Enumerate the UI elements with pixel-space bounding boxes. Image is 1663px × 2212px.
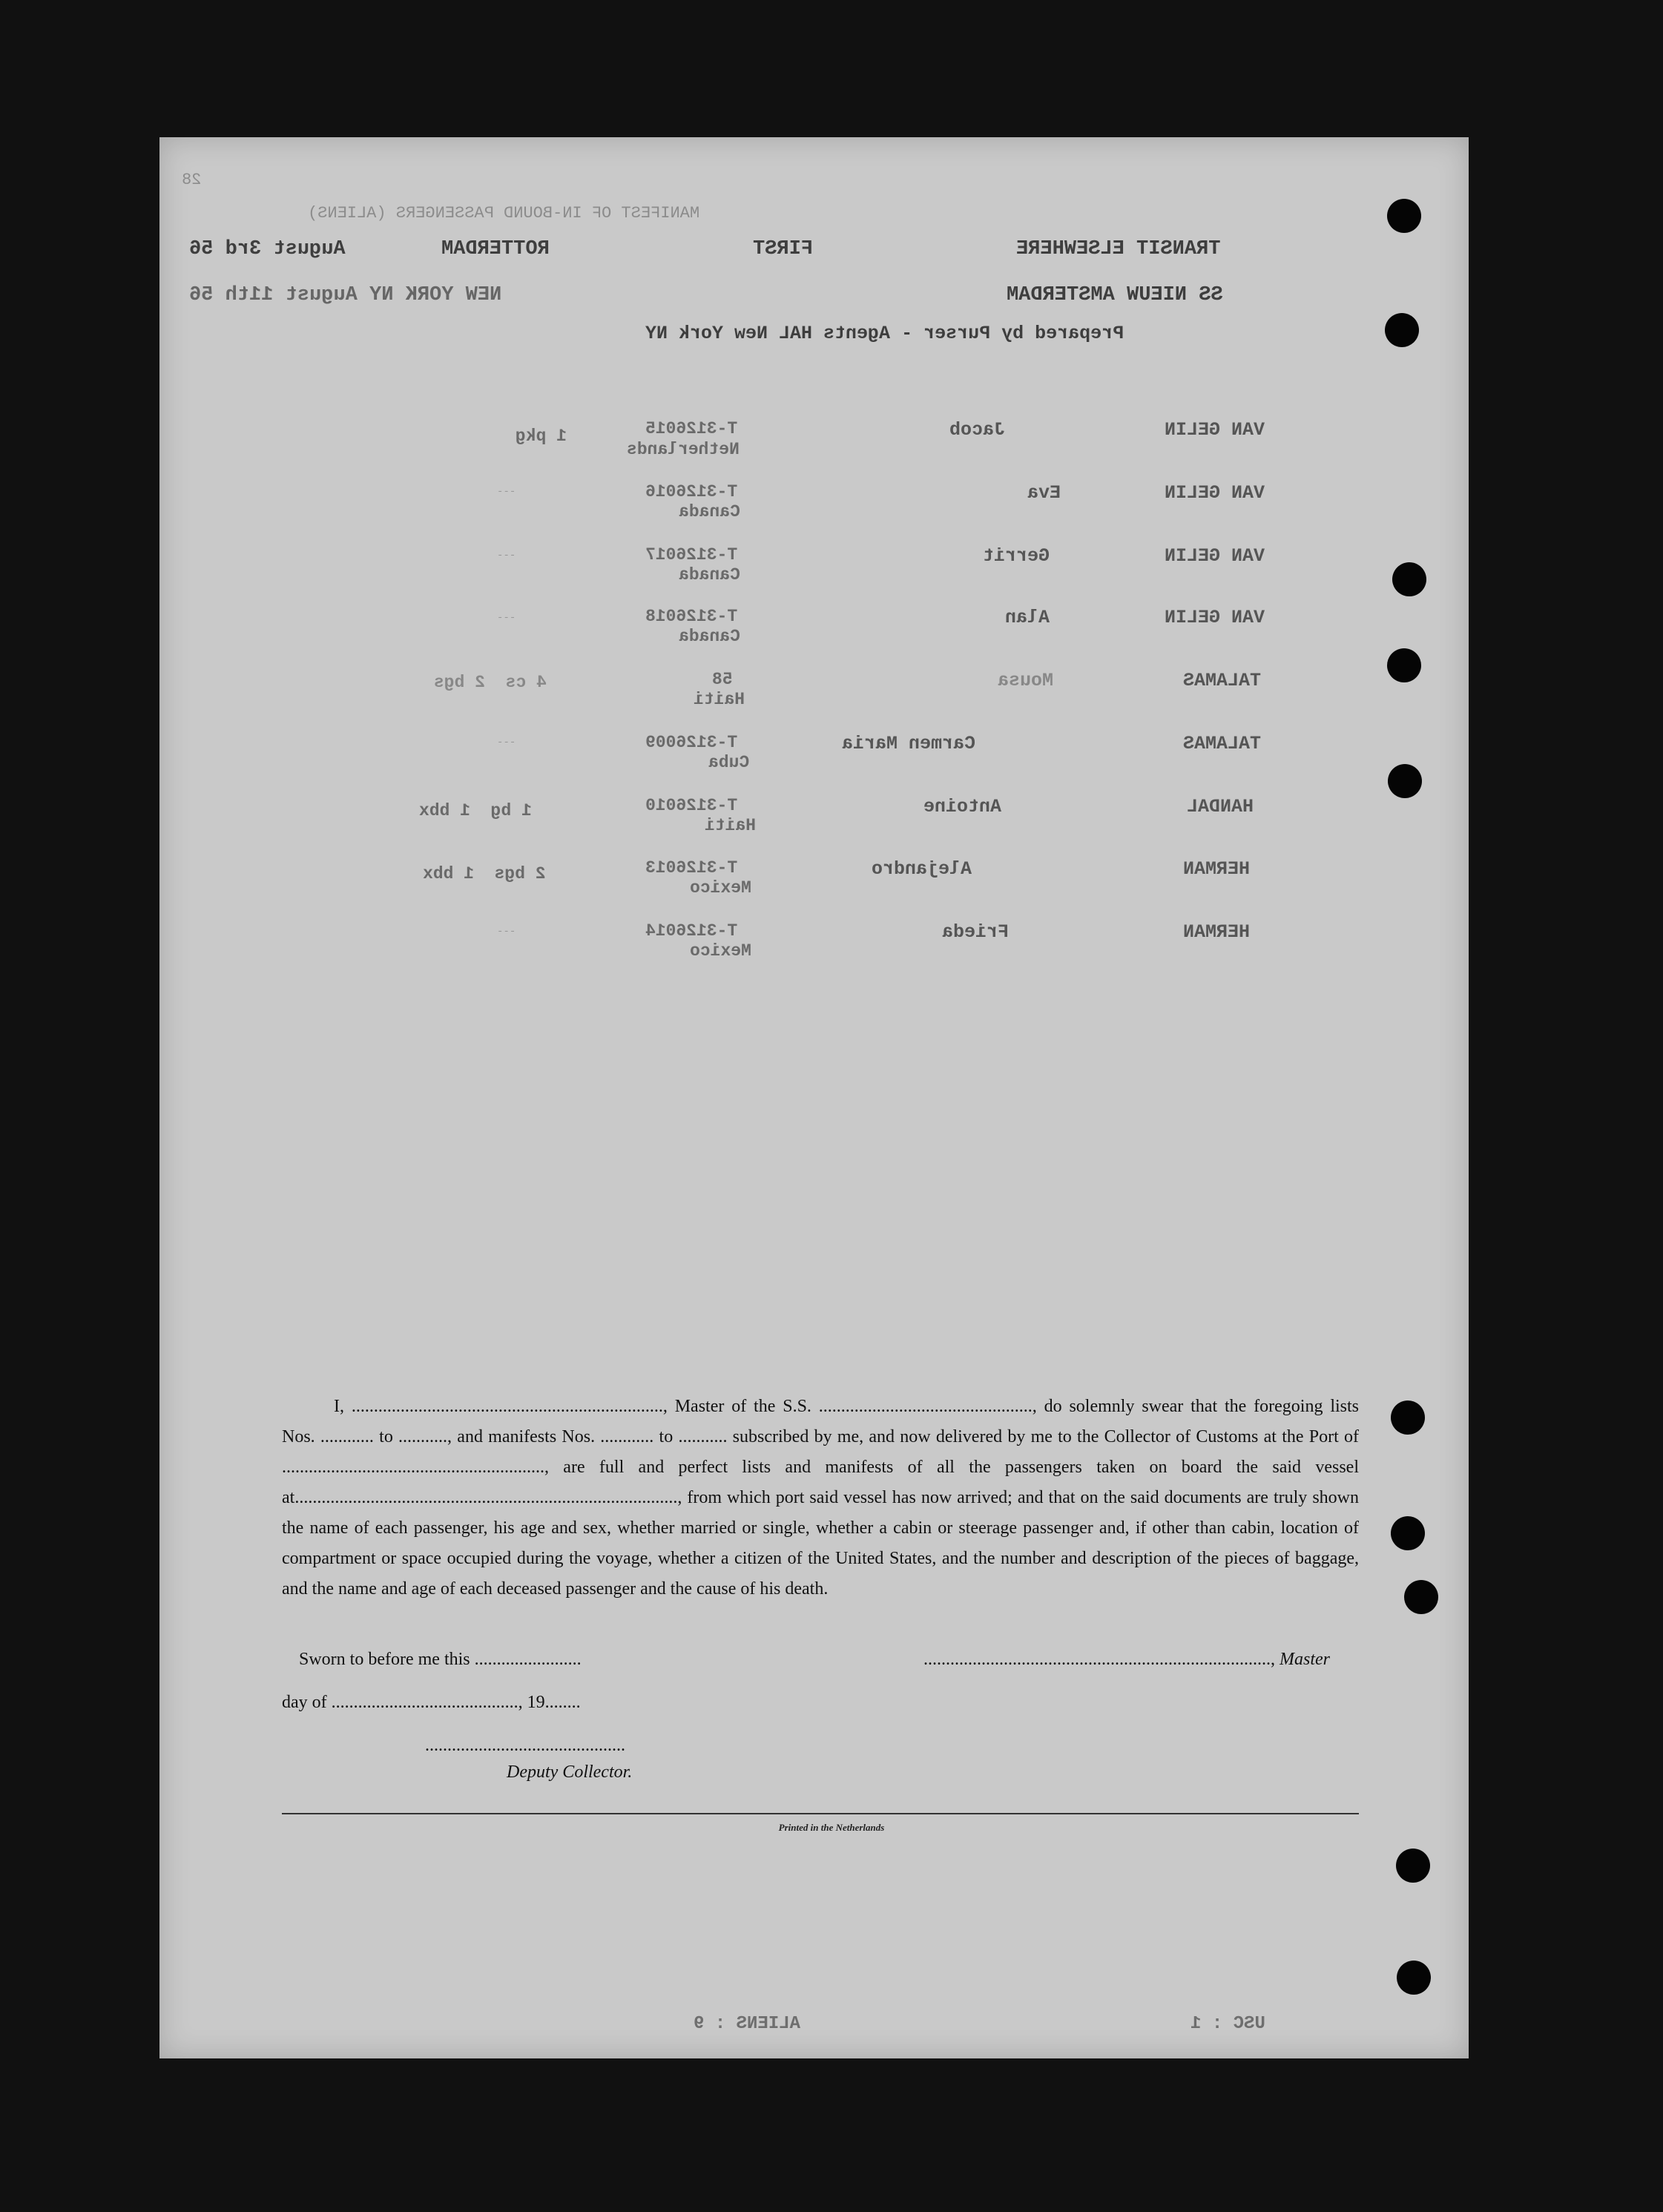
bleed-baggage: 1 pkg (516, 427, 567, 446)
bleed-number: T-3126009 (645, 733, 738, 752)
bleed-baggage: 4 cs 2 bgs (434, 673, 547, 692)
bleed-given: Gerrit (983, 545, 1050, 567)
bleed-number: T-3126015 (645, 419, 738, 438)
master-declaration (282, 1392, 1359, 1604)
bleed-prepared: Prepared by Purser - Agents HAL New York NY (645, 323, 1124, 344)
day-of-line: day of .........................................., 19........ (282, 1693, 581, 1712)
master-signature-line (923, 1650, 1330, 1670)
bleed-country: Haiti (705, 816, 757, 835)
sworn-line: Sworn to before me this ........................ (299, 1650, 582, 1669)
bleed-surname: HERMAN (1183, 921, 1251, 943)
bleed-country: Mexico (690, 878, 751, 898)
bleed-surname: VAN GELIN (1165, 545, 1265, 567)
bleed-baggage: --- (497, 737, 516, 748)
bleed-baggage: --- (497, 486, 516, 498)
bleed-ship: SS NIEUW AMSTERDAM (1007, 284, 1223, 306)
bleed-number: T-3126014 (645, 921, 738, 941)
punch-hole (1388, 764, 1422, 798)
master-label: Master (1280, 1650, 1330, 1669)
bleed-given: Antoine (923, 796, 1002, 817)
bleed-baggage: --- (497, 926, 516, 938)
bleed-number: T-3126013 (645, 858, 738, 878)
bleed-surname: TALAMAS (1183, 733, 1262, 754)
deputy-signature-line: ............................................. (425, 1736, 625, 1755)
bleed-country: Canada (679, 565, 740, 585)
bleed-surname: TALAMAS (1183, 670, 1262, 691)
bleed-title: MANIFEST OF IN-BOUND PASSENGERS (ALIENS) (308, 204, 700, 223)
bleed-number: T-3126018 (645, 607, 738, 626)
printed-note: Printed in the Netherlands (778, 1822, 885, 1833)
bleed-given: Alan (1005, 607, 1050, 628)
punch-hole (1391, 1400, 1425, 1435)
bleed-given: Alejandro (872, 858, 972, 880)
bleed-country: Haiti (694, 690, 745, 709)
bleed-country: Netherlands (627, 440, 740, 459)
bleed-page-number: 28 (182, 171, 202, 189)
bleed-surname: HANDAL (1187, 796, 1254, 817)
bleed-destination: NEW YORK NY August 11th 56 (189, 284, 502, 306)
declaration-paragraph: I, ......................................................................, Master of the S.S. ................................................, do solemnly swear that the foregoing lists Nos. ............ to ..........., and manifests Nos. ............ to ........... subscribed by me, and now delivered by me to the Collector of Customs at the Port of ..........................................................., are full and perfect lists and manifests of all the passengers taken on board the said vessel at......................................................................................, from which port said vessel has now arrived; and that on the said documents are truly shown the name of each passenger, his age and sex, whether married or single, whether a cabin or steerage passenger and, if other than cabin, location of compartment or space occupied during the voyage, whether a citizen of the United States, and the number and description of the pieces of baggage, and the name and age of each deceased passenger and the cause of his death. (282, 1397, 1359, 1599)
punch-hole (1396, 1849, 1430, 1883)
bleed-country: Canada (679, 502, 740, 521)
footer-divider (282, 1813, 1359, 1814)
punch-hole (1404, 1580, 1438, 1614)
bleed-country: Canada (679, 627, 740, 646)
punch-hole (1385, 313, 1419, 347)
bleed-aliens-count: ALIENS : 9 (694, 2014, 801, 2034)
bleed-given: Carmen Maria (842, 733, 976, 754)
deputy-collector-label: Deputy Collector. (507, 1762, 633, 1782)
bleed-given: Frieda (942, 921, 1010, 943)
bleed-class: FIRST (753, 238, 814, 260)
bleed-baggage: --- (497, 612, 516, 624)
bleed-port: ROTTERDAM (441, 238, 550, 260)
punch-hole (1397, 1961, 1431, 1995)
bleed-given: Eva (1027, 482, 1061, 504)
bleed-transit: TRANSIT ELSEWHERE (1016, 238, 1221, 260)
bleed-surname: VAN GELIN (1165, 419, 1265, 441)
master-signature-dots: .............................................................................., (923, 1650, 1275, 1669)
bleed-number: T-3126016 (645, 482, 738, 501)
punch-hole (1387, 648, 1421, 682)
bleed-baggage: --- (497, 550, 516, 562)
bleed-given: Mousa (998, 670, 1054, 691)
manifest-page (159, 137, 1469, 2058)
bleed-usc-count: USC : 1 (1191, 2014, 1265, 2034)
bleed-surname: VAN GELIN (1165, 607, 1265, 628)
punch-hole (1391, 1516, 1425, 1550)
bleed-baggage: 1 bg 1 bbx (419, 801, 532, 820)
bleed-baggage: 2 bgs 1 bbx (423, 864, 546, 883)
bleed-number: T-3126017 (645, 545, 738, 564)
punch-hole (1387, 199, 1421, 233)
punch-hole (1392, 562, 1426, 596)
bleed-number: T-3126010 (645, 796, 738, 815)
bleed-country: Cuba (708, 753, 750, 772)
bleed-surname: VAN GELIN (1165, 482, 1265, 504)
bleed-surname: HERMAN (1183, 858, 1251, 880)
bleed-given: Jacob (949, 419, 1006, 441)
bleed-number: 58 (712, 670, 733, 689)
bleed-country: Mexico (690, 941, 751, 961)
bleed-date: August 3rd 56 (189, 238, 346, 260)
